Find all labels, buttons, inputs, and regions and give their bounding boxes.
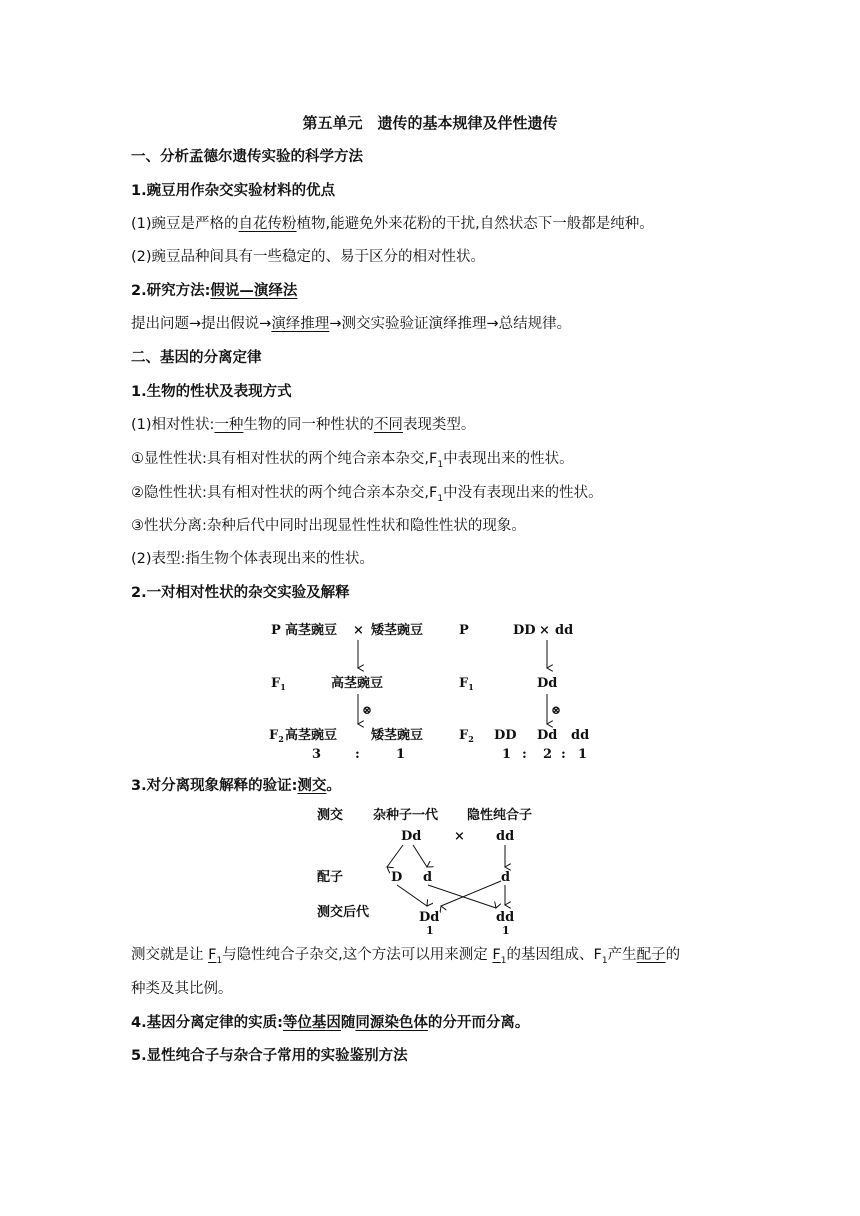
- testcross-diagram: [313, 804, 553, 936]
- tc-Dd: Dd: [401, 829, 422, 844]
- paragraph-method-steps: 提出问题→提出假说→演绎推理→测交实验验证演绎推理→总结规律。: [131, 316, 572, 332]
- geno-DD: DD: [513, 623, 536, 638]
- subheading-identification-methods: 5.显性纯合子与杂合子常用的实验鉴别方法: [131, 1048, 408, 1064]
- paragraph-segregation: ③性状分离:杂种后代中同时出现显性性状和隐性性状的现象。: [131, 518, 526, 534]
- offspring-label: 测交后代: [317, 905, 370, 920]
- paragraph-relative-trait: (1)相对性状:一种生物的同一种性状的不同表现类型。: [131, 417, 476, 433]
- offspring-dd: dd: [496, 910, 515, 925]
- geno-p-label: P: [459, 623, 469, 638]
- subheading-research-method: 2.研究方法:假说—演绎法: [131, 283, 298, 299]
- subheading-segregation-essence: 4.基因分离定律的实质:等位基因随同源染色体的分开而分离。: [131, 1015, 530, 1031]
- geno-ratio-1: 1: [502, 747, 512, 762]
- paragraph-pea-self-pollination: (1)豌豆是严格的自花传粉植物,能避免外来花粉的干扰,自然状态下一般都是纯种。: [131, 216, 654, 232]
- paragraph-testcross-cont: 种类及其比例。: [131, 981, 233, 997]
- offspring-Dd: Dd: [419, 910, 440, 925]
- paragraph-testcross-definition: 测交就是让 $F_1$与隐性纯合子杂交,这个方法可以用来测定 $F_1$的基因组成、$F_1$产生配子的: [131, 947, 681, 966]
- gamete-d-1: d: [423, 870, 433, 885]
- paragraph-dominant: ①显性性状:具有相对性状的两个纯合亲本杂交$,F_1$中表现出来的性状。: [131, 451, 574, 470]
- subheading-cross-experiment: 2.一对相对性状的杂交实验及解释: [131, 585, 350, 601]
- geno-f2-Dd: Dd: [537, 728, 558, 743]
- recessive-label: 隐性纯合子: [467, 808, 533, 823]
- svg-text::: :: [522, 747, 527, 762]
- subheading-pea-advantages: 1.豌豆用作杂交实验材料的优点: [131, 183, 336, 199]
- cross-tall: 高茎豌豆: [285, 623, 338, 638]
- cross-f2-tall: 高茎豌豆: [285, 728, 338, 743]
- cross-times: ×: [353, 623, 364, 638]
- paragraph-phenotype: (2)表型:指生物个体表现出来的性状。: [131, 551, 374, 567]
- geno-times: ×: [539, 623, 550, 638]
- subheading-traits: 1.生物的性状及表现方式: [131, 384, 292, 400]
- cross-ratio-colon: :: [355, 747, 360, 762]
- geno-f1-Dd: Dd: [537, 676, 558, 691]
- section-heading-2: 二、基因的分离定律: [131, 350, 262, 366]
- cross-ratio-b: 1: [396, 747, 406, 762]
- cross-dwarf: 矮茎豌豆: [371, 623, 424, 638]
- geno-f2-DD: DD: [494, 728, 517, 743]
- paragraph-pea-traits: (2)豌豆品种间具有一些稳定的、易于区分的相对性状。: [131, 249, 486, 265]
- tc-times: ×: [454, 829, 465, 844]
- gamete-D: D: [391, 870, 403, 885]
- cross-f1-pheno: 高茎豌豆: [331, 676, 384, 691]
- subheading-verification: 3.对分离现象解释的验证:测交。: [131, 778, 341, 794]
- cross-self: ⊗: [362, 703, 373, 717]
- gamete-label: 配子: [317, 870, 344, 885]
- svg-text::: :: [561, 747, 566, 762]
- testcross-label: 测交: [317, 808, 344, 823]
- paragraph-recessive: ②隐性性状:具有相对性状的两个纯合亲本杂交$,F_1$中没有表现出来的性状。: [131, 485, 603, 504]
- cross-f1-label: $F_1$: [271, 676, 286, 692]
- geno-ratio-2: 2: [543, 747, 553, 762]
- cross-ratio-a: 3: [312, 747, 322, 762]
- offspring-n2: 1: [502, 924, 510, 936]
- geno-self: ⊗: [551, 703, 562, 717]
- cross-p-label: P: [271, 623, 281, 638]
- offspring-n1: 1: [426, 924, 434, 936]
- cross-diagram: [265, 617, 595, 765]
- section-heading-1: 一、分析孟德尔遗传实验的科学方法: [131, 149, 363, 165]
- cross-f2-label: $F_2$: [269, 728, 284, 744]
- geno-f2-label: $F_2$: [459, 728, 474, 744]
- geno-f2-dd: dd: [571, 728, 590, 743]
- tc-dd: dd: [496, 829, 515, 844]
- page-title: 第五单元 遗传的基本规律及伴性遗传: [302, 114, 558, 132]
- geno-f1-label: $F_1$: [459, 676, 474, 692]
- geno-dd: dd: [555, 623, 574, 638]
- gamete-d-2: d: [501, 870, 511, 885]
- cross-f2-dwarf: 矮茎豌豆: [371, 728, 424, 743]
- geno-ratio-3: 1: [578, 747, 588, 762]
- hybrid-label: 杂种子一代: [373, 808, 439, 823]
